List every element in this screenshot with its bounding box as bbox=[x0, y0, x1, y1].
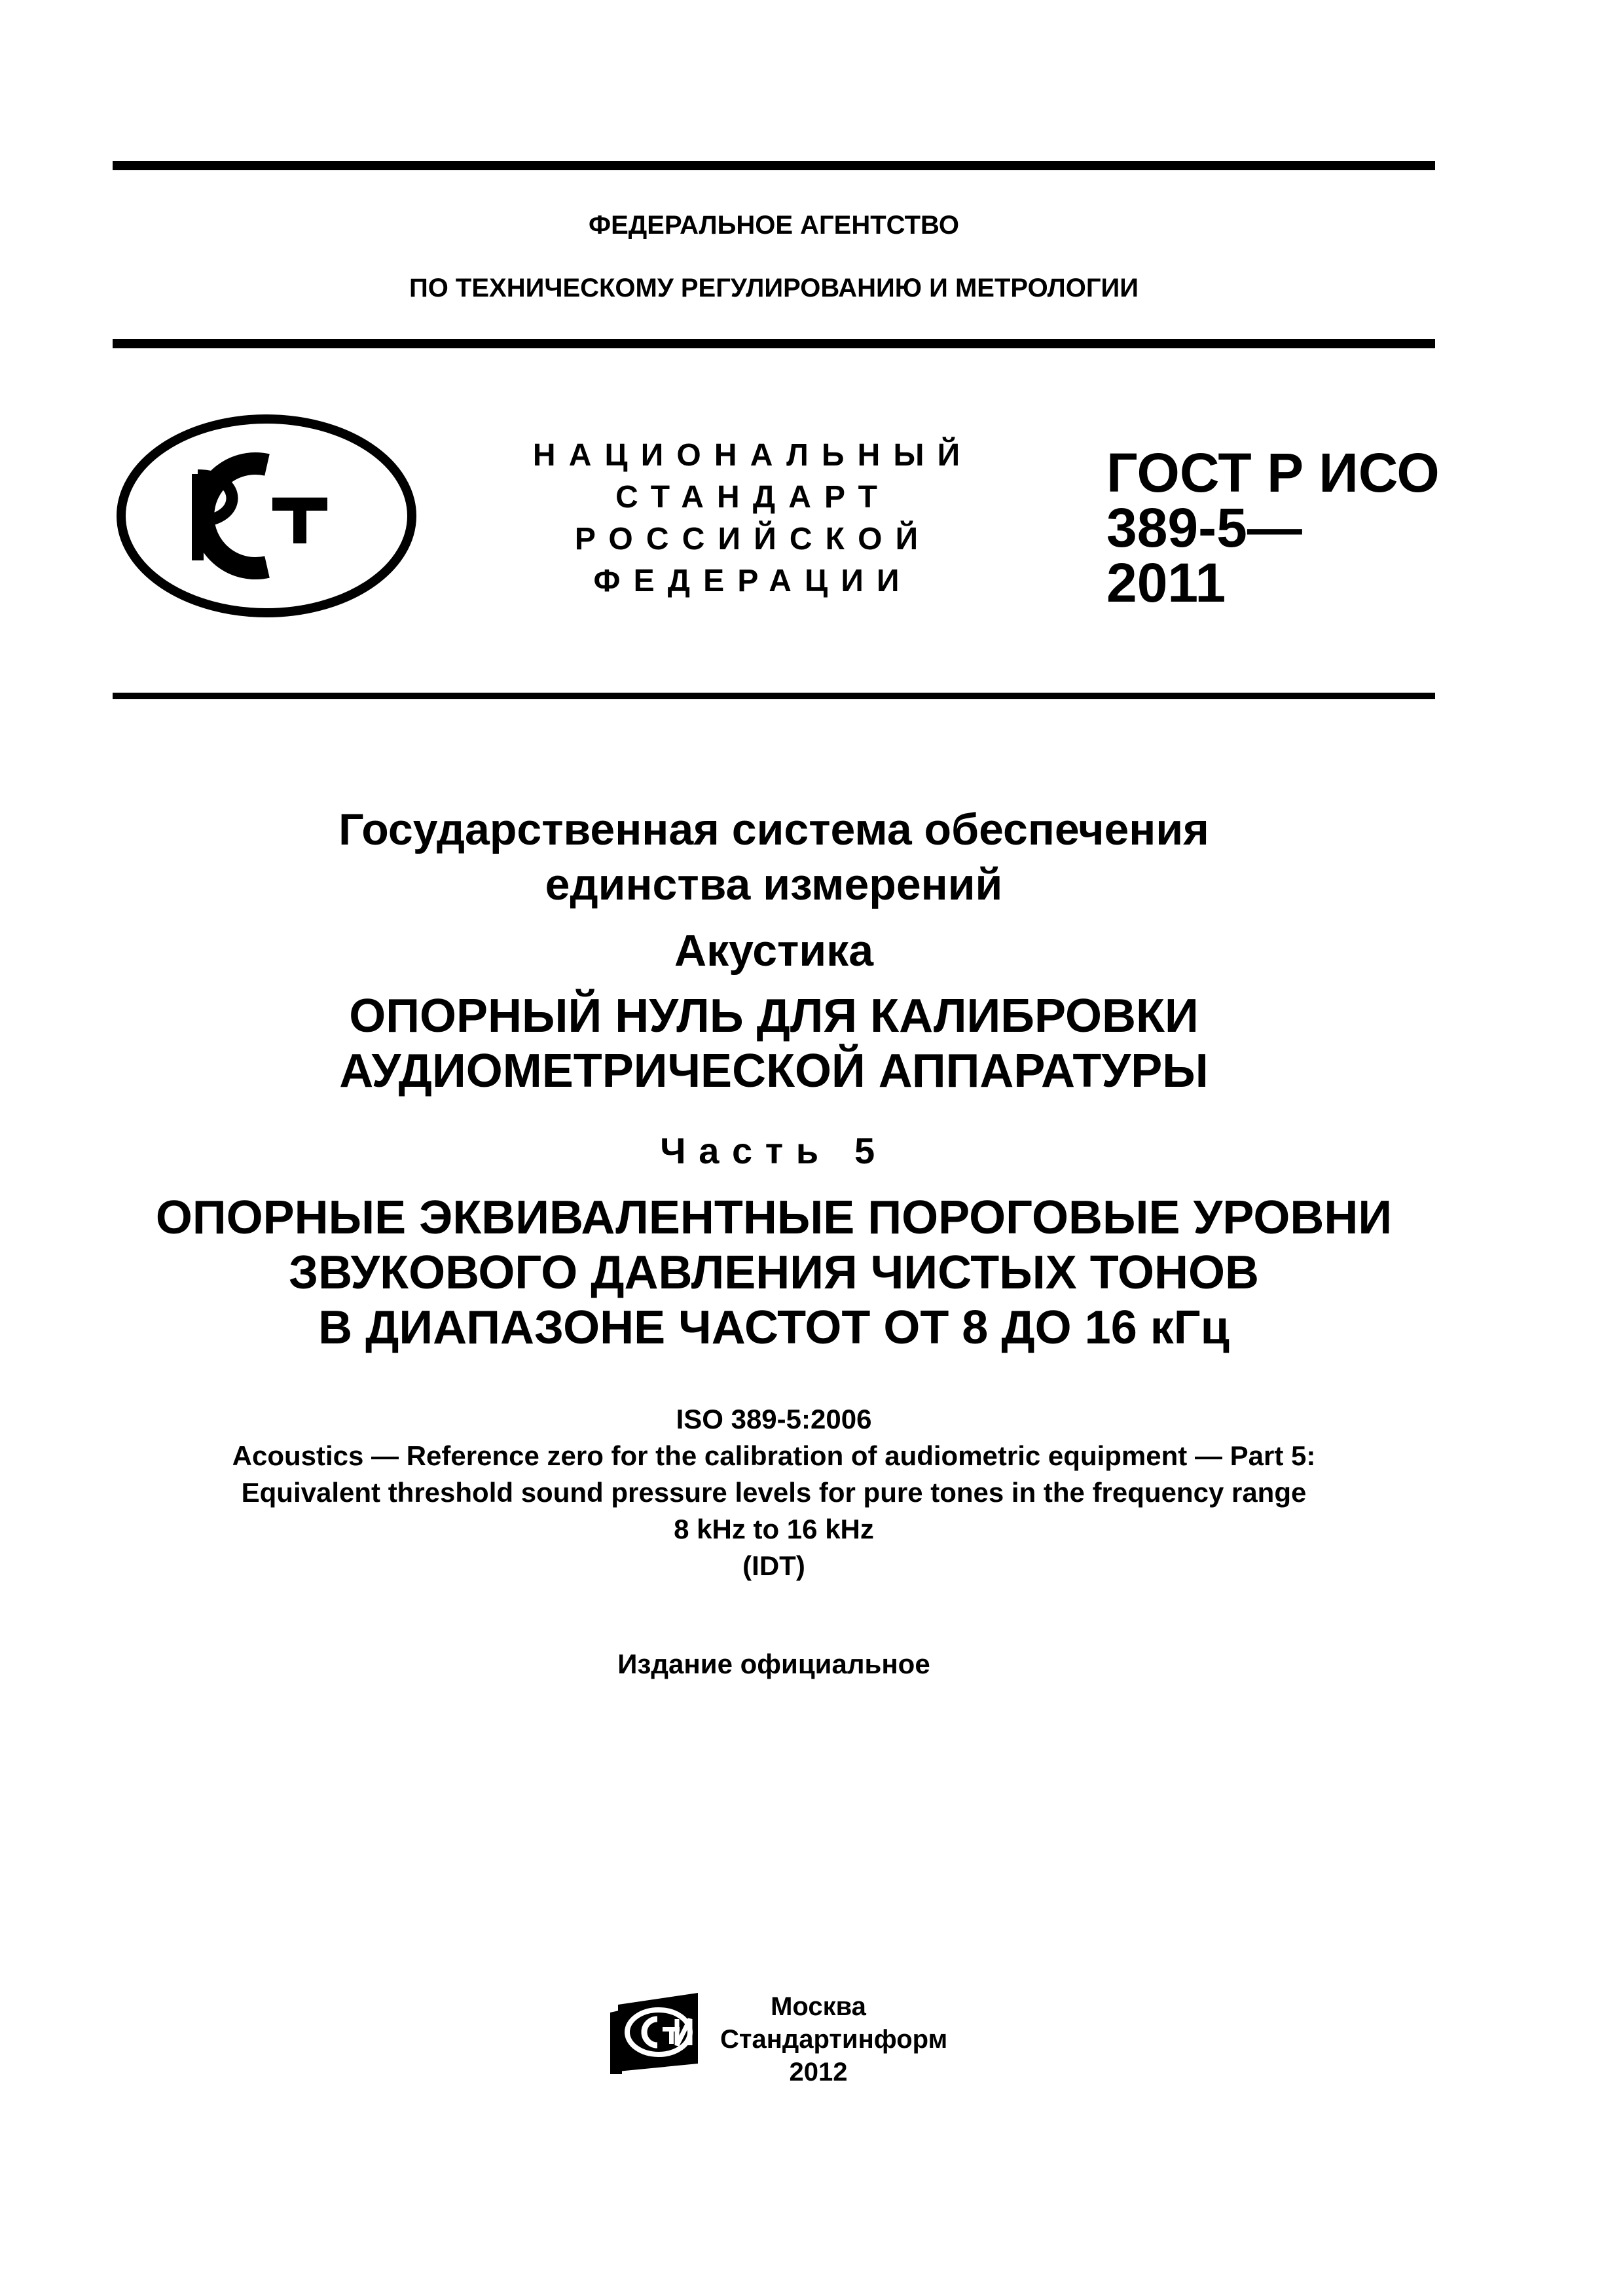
iso-title-line3: 8 kHz to 16 kHz bbox=[674, 1514, 874, 1544]
standartinform-logo-icon bbox=[609, 1990, 707, 2074]
iso-title-line2: Equivalent threshold sound pressure levels for pure tones in the frequency range bbox=[241, 1477, 1307, 1508]
edition-label: Издание официальное bbox=[617, 1649, 930, 1679]
national-standard-line3: РОССИЙСКОЙ bbox=[574, 522, 932, 556]
designation-line2: 389-5— bbox=[1106, 497, 1302, 558]
iso-reference bbox=[113, 1401, 1435, 1584]
system-title-line2: единства измерений bbox=[545, 860, 1003, 909]
national-standard-line1: НАЦИОНАЛЬНЫЙ bbox=[532, 438, 974, 473]
iso-idt: (IDT) bbox=[742, 1550, 805, 1581]
agency-name-line2: ПО ТЕХНИЧЕСКОМУ РЕГУЛИРОВАНИЮ И МЕТРОЛОГИИ bbox=[409, 274, 1139, 302]
part-label: Часть 5 bbox=[660, 1130, 888, 1171]
main-title-line2: АУДИОМЕТРИЧЕСКОЙ АППАРАТУРЫ bbox=[339, 1045, 1209, 1097]
main-title-line1: ОПОРНЫЙ НУЛЬ ДЛЯ КАЛИБРОВКИ bbox=[349, 990, 1199, 1042]
iso-title-line1: Acoustics — Reference zero for the calibration of audiometric equipment — Part 5: bbox=[232, 1440, 1316, 1471]
main-title bbox=[113, 989, 1435, 1099]
standard-designation bbox=[1106, 442, 1447, 613]
header-rule bbox=[113, 339, 1435, 348]
designation-line3: 2011 bbox=[1106, 552, 1226, 613]
system-title-line1: Государственная система обеспечения bbox=[338, 805, 1209, 854]
designation-line1: ГОСТ Р ИСО bbox=[1106, 442, 1440, 503]
national-standard-line4: ФЕДЕРАЦИИ bbox=[593, 564, 913, 598]
system-title bbox=[113, 802, 1435, 912]
publisher-city: Москва bbox=[771, 1992, 866, 2021]
publisher-info bbox=[720, 1990, 948, 2088]
title-rule bbox=[113, 693, 1435, 699]
publisher-year: 2012 bbox=[789, 2058, 848, 2086]
publisher-name: Стандартинформ bbox=[720, 2025, 948, 2054]
top-rule bbox=[113, 161, 1435, 170]
rst-mark-icon bbox=[113, 411, 420, 621]
part-title bbox=[113, 1190, 1435, 1355]
national-standard-line2: СТАНДАРТ bbox=[615, 480, 891, 515]
iso-number: ISO 389-5:2006 bbox=[676, 1404, 872, 1434]
agency-name-line1: ФЕДЕРАЛЬНОЕ АГЕНТСТВО bbox=[588, 211, 960, 240]
part-title-line3: В ДИАПАЗОНЕ ЧАСТОТ ОТ 8 ДО 16 кГц bbox=[318, 1302, 1230, 1354]
subject-title: Акустика bbox=[674, 926, 874, 975]
part-title-line2: ЗВУКОВОГО ДАВЛЕНИЯ ЧИСТЫХ ТОНОВ bbox=[289, 1247, 1259, 1299]
part-title-line1: ОПОРНЫЕ ЭКВИВАЛЕНТНЫЕ ПОРОГОВЫЕ УРОВНИ bbox=[155, 1192, 1393, 1244]
national-standard-label bbox=[511, 435, 982, 602]
